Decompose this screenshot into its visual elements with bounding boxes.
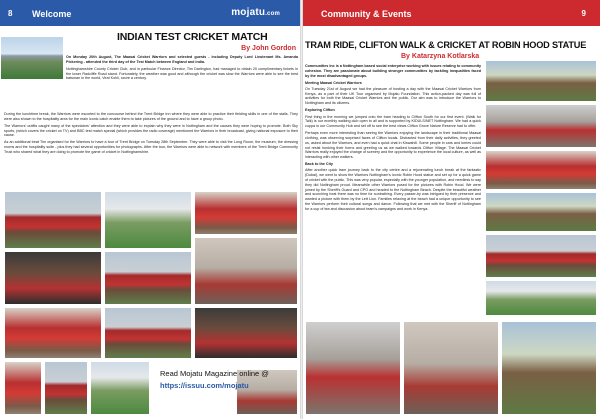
clifton-locals-photo	[485, 150, 597, 190]
right-page	[303, 0, 600, 419]
robin-hood-photo	[485, 234, 597, 278]
nature-reserve-photo	[485, 192, 597, 232]
right-article-title: TRAM RIDE, CLIFTON WALK & CRICKET AT ROBIN HOOD STATUE	[305, 40, 587, 50]
heading-meeting-warriors: Meeting Maasai Cricket Warriors	[305, 80, 362, 85]
left-article-intro-column	[66, 55, 298, 83]
stand-photo	[104, 251, 192, 305]
left-paragraph-2: During the lunchtime break, the Warriors were escorted to the concourse behind the Trent Bridge Inn where they were able to practice their fielding skills in one of the stalls. They were also shown to the hospitality area for the main iconic catch enable them to take pictures of the ground and to have a group photo.	[4, 112, 298, 121]
warriors-photo	[4, 251, 102, 305]
issuu-link[interactable]: https://issuu.com/mojatu	[160, 381, 249, 390]
stadium-photo	[0, 36, 64, 80]
group-photo	[4, 307, 102, 359]
mojatu-logo: mojatu.com	[231, 7, 280, 18]
tram-photo	[485, 60, 597, 102]
cricket-game-photo	[501, 321, 597, 415]
right-paragraph-4: After another quick tram journey back to the city centre and a rejuvenating lunch break at the fantastic (Dubai), we went to show the Warriors Nottingham's iconic Robin Hood statue and set up for a quick game of cricket with the public. This was very popular, especially with the younger population, and needless to say they did Nottingham proud. Meanwhile other Warriors posed for the pictures with Robin Hood. We were joined by the Sheriff's Guard and CPO and headed to the Nottingham Beach. Despite the beautiful weather and scorching heat there was no time for sunbathing. Every passer-by was intrigued by their presence and wanted a picture with them by the Lett Lion. Families relaxing at the beach had a unique opportunity to see the Warriors perform their cultural songs and dance. Following that we met with the Sheriff of Nottingham for a cup of tea and discussion about team's campaigns and work in Kenya.	[305, 168, 482, 211]
left-header-bar	[0, 0, 300, 26]
right-header-bar	[303, 0, 600, 26]
dressing-room-photo	[194, 191, 298, 235]
warrior-portrait-1	[4, 361, 42, 415]
street-photo	[305, 321, 401, 415]
right-paragraph-3: Perhaps even more interesting than seeing the Warriors enjoying the landscape in their traditional Maasai clothing, was observing surprised faces of Clifton locals. Distracted from their daily activities, they greeted us, asked about the Warriors, and even had a quick chat in Kiswahili. Some people in cars and lorries could not resist honking their horns and greeting us as we walked towards Clifton Village. The Maasai Cricket Warriors really enjoyed the change of scenery and the opportunity to experience the local culture, as well as interacting with other walkers.	[305, 131, 481, 160]
left-article-byline: By John Gordon	[241, 45, 296, 52]
right-section-title: Community & Events	[321, 9, 412, 19]
warrior-portrait-2	[44, 361, 88, 415]
right-page-number: 9	[581, 9, 586, 18]
left-paragraph-3: The Warriors' outfits caught many of the spectators' attention and they were able to explain why they were in Nottingham and the causes they were hoping to promote. Both Sky sports, (which covers the cricket on TV) and BBC test match special (which provides the radio coverage) mentioned the Warriors in their broadcast, giving national exposure to their cause.	[4, 123, 298, 138]
practice-photo	[90, 361, 150, 415]
left-intro-text: On Monday 20th August, The Maasai Cricket Warriors and selected guests - including Deputy Lord Lieutenant Ms. Amanda Pickering - attended the third day of the Test Match between England and India.	[66, 55, 298, 64]
right-intro-text: Communities Inc is a Nottingham based social enterprise working with issues relating to community cohesion. They are passionate about building stronger communities by tackling inequalities faced by the most disadvantaged groups.	[305, 64, 482, 78]
team-photo-1	[4, 191, 102, 249]
heading-back-to-city: Back to the City	[305, 162, 333, 167]
right-article-byline: By Katarzyna Kotlarska	[401, 53, 480, 60]
read-online-text: Read Mojatu Magazine online @	[160, 369, 269, 378]
right-article-body	[305, 64, 481, 214]
museum-photo	[194, 237, 298, 305]
read-online-callout	[160, 369, 300, 390]
left-paragraph-1: Nottinghamshire County Cricket Club, and in particular Finance Director, Tim Darlington, had managed to obtain 20 complimentary tickets in the lower Radcliffe Road stand. Fortunately, the weather was good and although the cricket was slow the Warriors were able to see the best batsman in the world, Virat Kohli, score a century.	[66, 66, 298, 81]
hospitality-photo	[194, 307, 298, 359]
right-paragraph-2: First thing in the morning we jumped onto the tram heading to Clifton South for our first event. (Walk for Talk) is our monthly walking club open to all and is supported by KIDULS/NET Nottingham. We had a quick cuppa in our Community Hub and set off to see the best views Clifton Grove Nature Reserve had to offer.	[305, 114, 481, 129]
sheriff-photo	[403, 321, 499, 415]
clifton-walk-photo	[485, 104, 597, 148]
right-paragraph-1: On Tuesday 21st of August we had the pleasure of hosting a day with the Maasai Cricket Warriors from Kenya, as a part of their UK Tour organised by Mojatu Foundation. This action-packed day was full of activities for both the Maasai Cricket Warriors and the public. Our aim was to introduce the Warriors to Nottingham and its citizens.	[305, 86, 481, 106]
left-section-title: Welcome	[32, 9, 72, 19]
long-room-photo	[104, 307, 192, 359]
left-paragraph-4: As an additional treat Tim organised for the Warriors to have a tour of Trent Bridge on Tuesday 28th September. They were able to visit the Long Room, the museum, the dressing rooms and the hospitality suite - plus they had several opportunities for photographs. After the tour, the Warriors were able to network with members of the Trent Bridge Community Trust who shared what they are doing to promote the game of cricket in Nottinghamshire.	[4, 140, 298, 154]
left-article-body	[4, 112, 298, 157]
ground-photo	[104, 191, 192, 249]
left-article-title: INDIAN TEST CRICKET MATCH	[117, 31, 268, 43]
left-page-number: 8	[8, 9, 13, 18]
beach-photo	[485, 280, 597, 316]
heading-exploring-clifton: Exploring Clifton	[305, 108, 335, 113]
